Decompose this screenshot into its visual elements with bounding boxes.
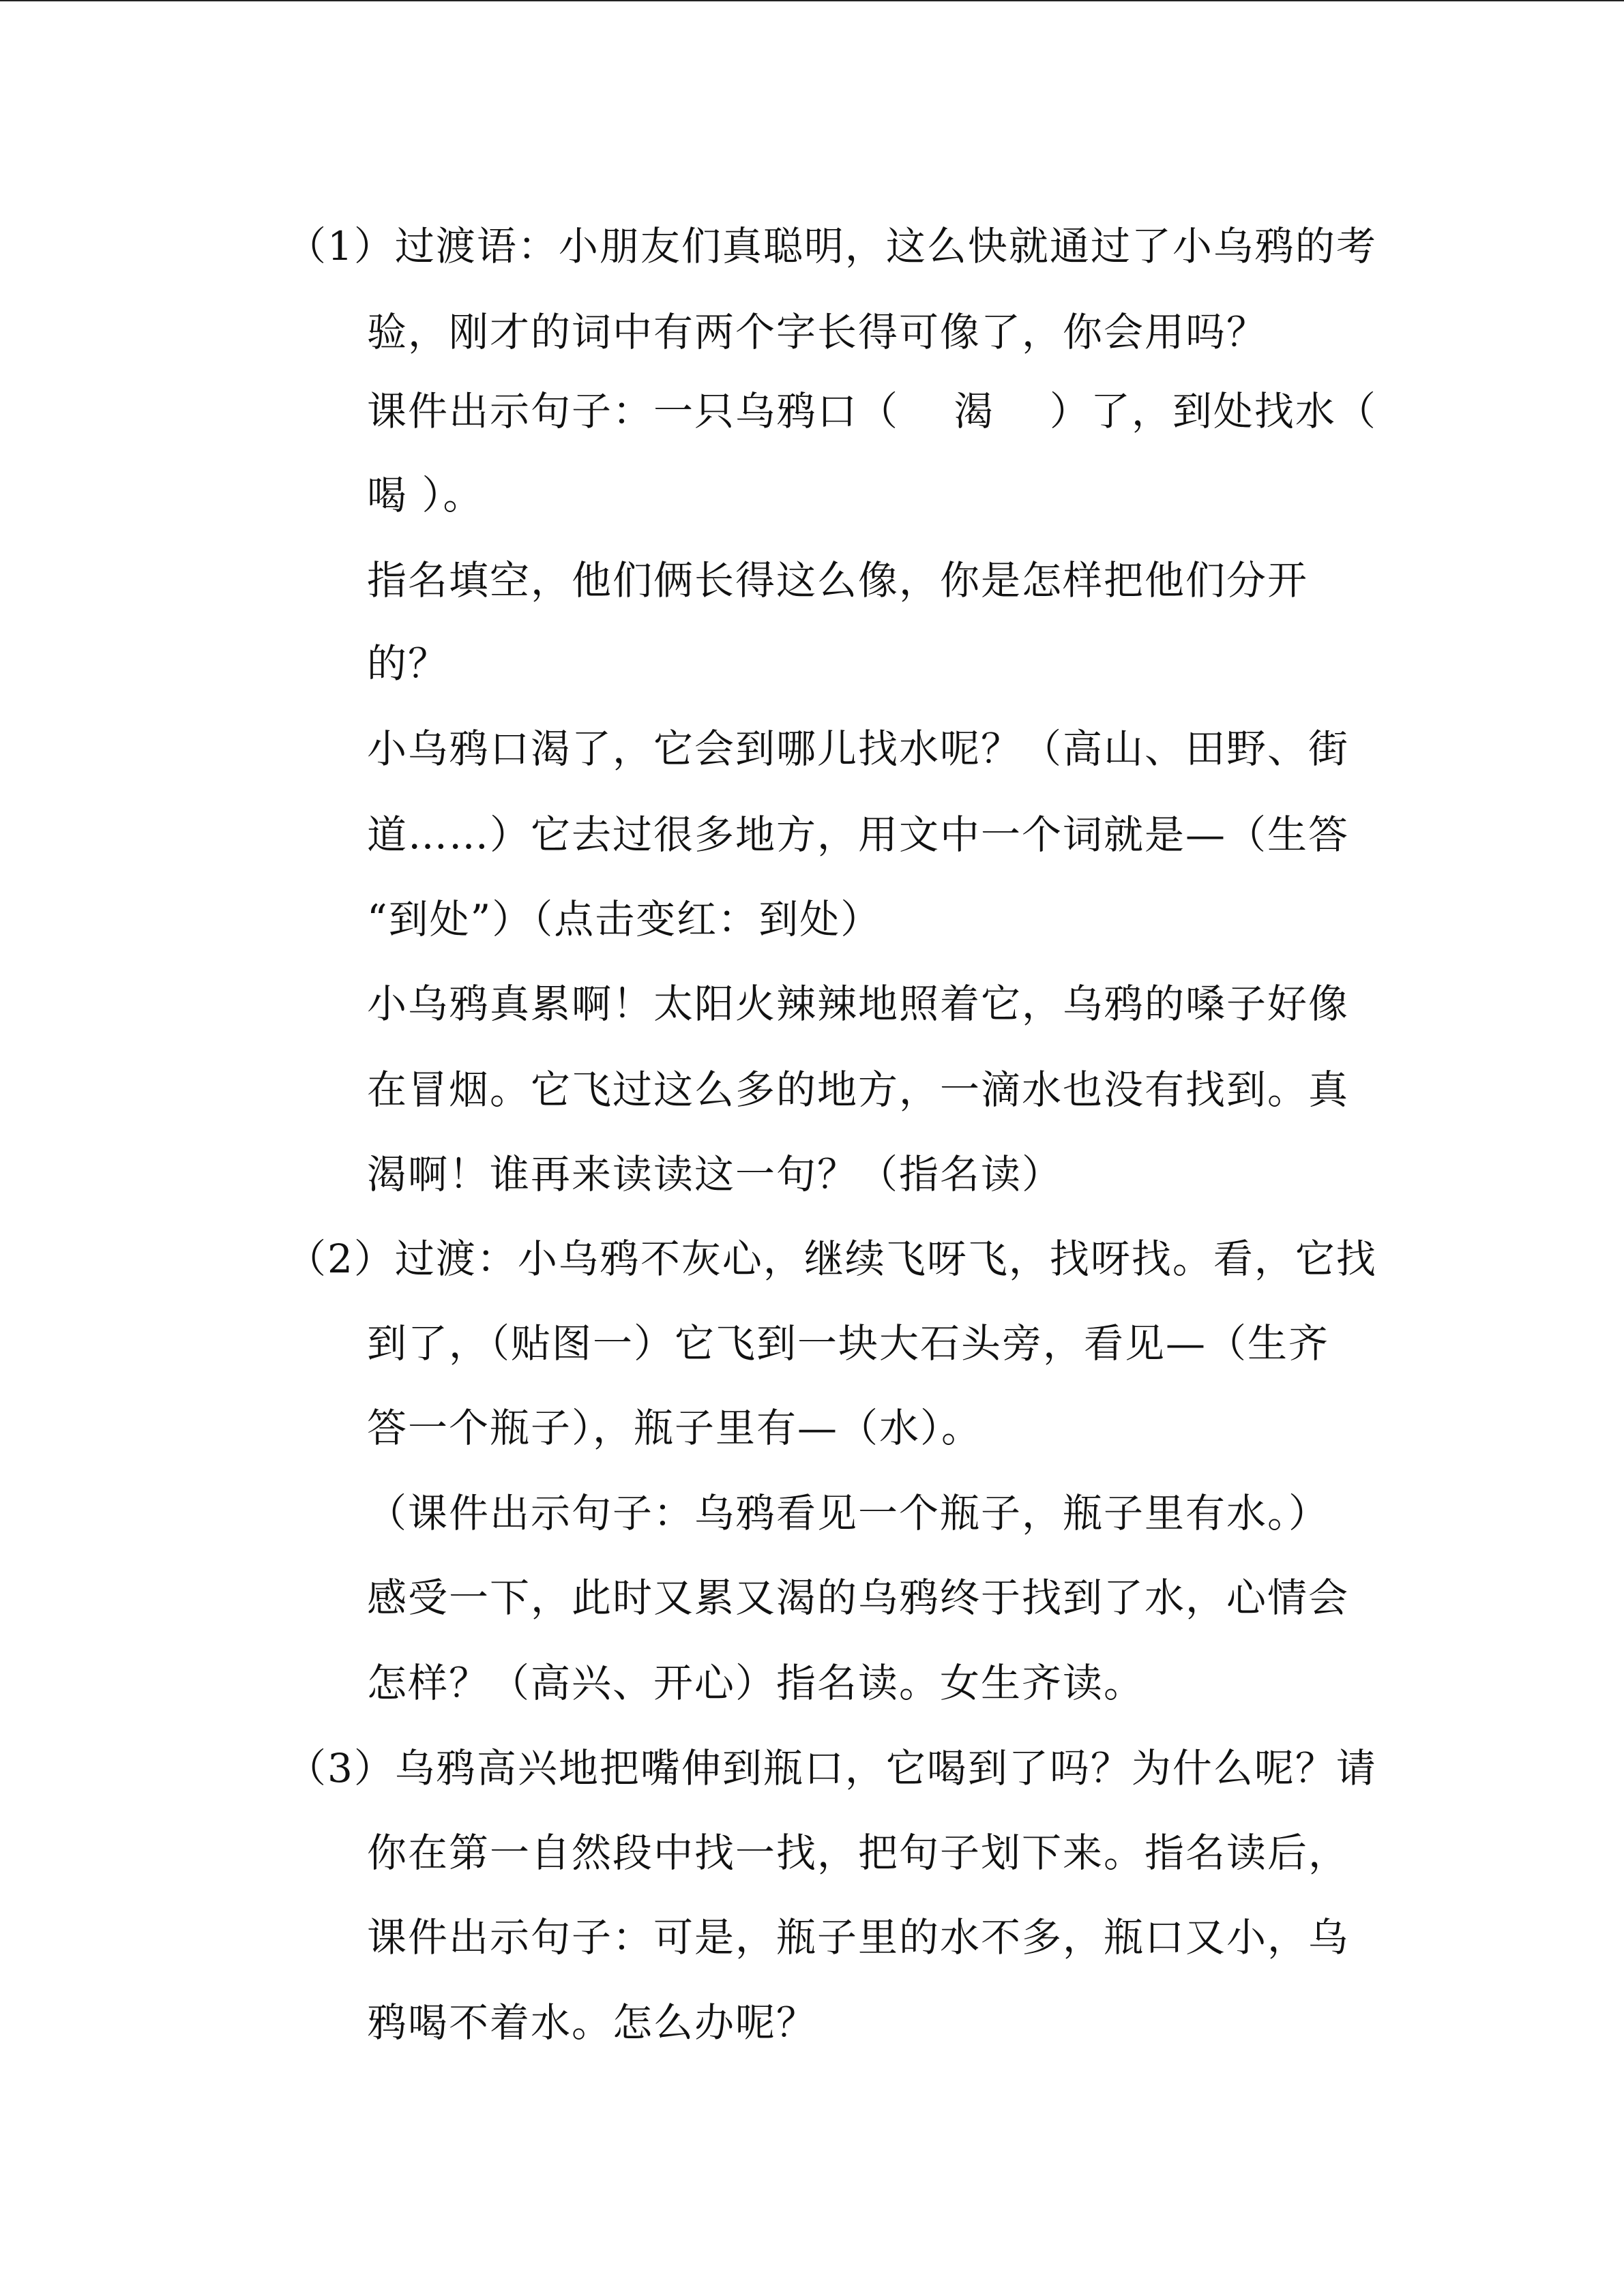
paragraph-1-line-9: “到处”）（点击变红：到处）	[367, 896, 882, 942]
paragraph-2-line-6: 怎样？（高兴、开心）指名读。女生齐读。	[367, 1660, 1145, 1706]
paragraph-1-line-5: 指名填空，他们俩长得这么像，你是怎样把他们分开	[367, 557, 1309, 603]
paragraph-3-line-1: （3）乌鸦高兴地把嘴伸到瓶口，它喝到了吗？为什么呢？请	[286, 1745, 1377, 1791]
paragraph-1-line-10: 小乌鸦真累啊！太阳火辣辣地照着它，乌鸦的嗓子好像	[367, 981, 1350, 1027]
paragraph-2-line-3: 答一个瓶子），瓶子里有—（水）。	[367, 1405, 983, 1451]
paragraph-1-line-8: 道……）它去过很多地方，用文中一个词就是—（生答	[367, 811, 1350, 858]
paragraph-1-line-12: 渴啊！谁再来读读这一句？（指名读）	[367, 1151, 1063, 1197]
paragraph-3-line-2: 你在第一自然段中找一找，把句子划下来。指名读后，	[367, 1830, 1350, 1876]
paragraph-3-line-4: 鸦喝不着水。怎么办呢？	[367, 1999, 818, 2046]
paragraph-1-line-7: 小乌鸦口渴了，它会到哪儿找水呢？（高山、田野、街	[367, 726, 1350, 772]
paragraph-1-line-11: 在冒烟。它飞过这么多的地方，一滴水也没有找到。真	[367, 1067, 1350, 1113]
paragraph-1-line-1: （1）过渡语：小朋友们真聪明，这么快就通过了小乌鸦的考	[286, 223, 1377, 269]
paragraph-2-line-2: 到了，（贴图一）它飞到一块大石头旁，看见—（生齐	[367, 1320, 1330, 1367]
paragraph-1-line-6: 的？	[367, 640, 449, 687]
paragraph-1-line-4: 喝 ）。	[367, 472, 484, 518]
paragraph-1-line-2: 验，刚才的词中有两个字长得可像了，你会用吗？	[367, 309, 1268, 355]
paragraph-2-line-5: 感受一下，此时又累又渴的乌鸦终于找到了水，心情会	[367, 1575, 1350, 1621]
paragraph-1-line-3: 课件出示句子：一只乌鸦口（ 渴 ）了，到处找水（	[367, 388, 1377, 434]
paragraph-3-line-3: 课件出示句子：可是，瓶子里的水不多，瓶口又小，乌	[367, 1914, 1350, 1960]
paragraph-2-line-4: （课件出示句子：乌鸦看见一个瓶子，瓶子里有水。）	[367, 1490, 1330, 1536]
paragraph-2-line-1: （2）过渡：小乌鸦不灰心，继续飞呀飞，找呀找。看，它找	[286, 1236, 1377, 1282]
